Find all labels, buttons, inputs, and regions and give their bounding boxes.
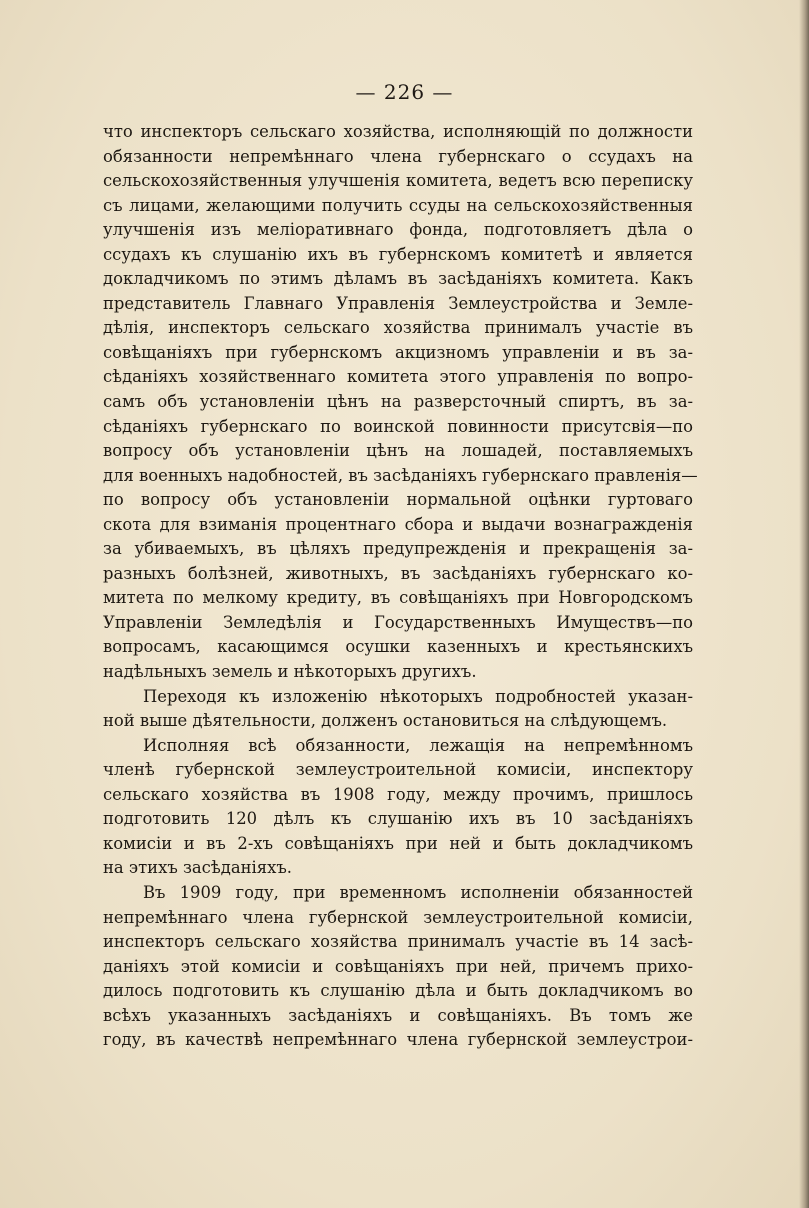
text-line: Переходя къ изложенію нѣкоторыхъ подробностей указан- bbox=[143, 686, 693, 706]
text-line: совѣщаніяхъ при губернскомъ акцизномъ управленіи и въ за- bbox=[103, 342, 693, 362]
text-line: по вопросу объ установленіи нормальной оцѣнки гуртоваго bbox=[103, 490, 693, 510]
paragraph-3 bbox=[103, 734, 693, 881]
text-line: сельскохозяйственныя улучшенія комитета, ведетъ всю переписку bbox=[103, 171, 693, 191]
text-line: обязанности непремѣннаго члена губернскаго о ссудахъ на bbox=[103, 146, 693, 166]
text-line: для военныхъ надобностей, въ засѣданіяхъ губернскаго правленія— bbox=[103, 465, 698, 485]
text-line: вопросамъ, касающимся осушки казенныхъ и крестьянскихъ bbox=[103, 637, 693, 657]
text-line: съ лицами, желающими получить ссуды на сельскохозяйственныя bbox=[103, 195, 693, 215]
text-line: дѣлія, инспекторъ сельскаго хозяйства принималъ участіе въ bbox=[103, 318, 693, 338]
text-line: инспекторъ сельскаго хозяйства принималъ участіе въ 14 засѣ- bbox=[103, 932, 693, 952]
text-line: сельскаго хозяйства въ 1908 году, между прочимъ, пришлось bbox=[103, 784, 693, 804]
text-line: сѣданіяхъ хозяйственнаго комитета этого управленія по вопро- bbox=[103, 367, 693, 387]
text-line: докладчикомъ по этимъ дѣламъ въ засѣданіяхъ комитета. Какъ bbox=[103, 269, 693, 289]
body-text bbox=[103, 120, 698, 1053]
text-line: разныхъ болѣзней, животныхъ, въ засѣданіяхъ губернскаго ко- bbox=[103, 563, 693, 583]
text-line: дилось подготовить къ слушанію дѣла и быть докладчикомъ во bbox=[103, 981, 693, 1001]
text-line: за убиваемыхъ, въ цѣляхъ предупрежденія и прекращенія за- bbox=[103, 539, 693, 559]
paragraph-1 bbox=[103, 120, 698, 685]
text-line: митета по мелкому кредиту, въ совѣщаніяхъ при Новгородскомъ bbox=[103, 588, 693, 608]
text-line: самъ объ установленіи цѣнъ на разверсточный спиртъ, въ за- bbox=[103, 392, 693, 412]
paragraph-4 bbox=[103, 881, 693, 1053]
text-line: году, въ качествѣ непремѣннаго члена губернской землеустрои- bbox=[103, 1030, 693, 1050]
text-line: ссудахъ къ слушанію ихъ въ губернскомъ комитетѣ и является bbox=[103, 244, 693, 264]
paragraph-2 bbox=[103, 685, 693, 734]
text-line: улучшенія изъ меліоративнаго фонда, подготовляетъ дѣла о bbox=[103, 220, 693, 240]
text-line: вопросу объ установленіи цѣнъ на лошадей, поставляемыхъ bbox=[103, 441, 693, 461]
page-edge-shadow bbox=[799, 0, 809, 1208]
text-line: надѣльныхъ земель и нѣкоторыхъ другихъ. bbox=[103, 662, 477, 682]
page-number: — 226 — bbox=[355, 80, 454, 104]
text-line: подготовить 120 дѣлъ къ слушанію ихъ въ 10 засѣданіяхъ bbox=[103, 809, 693, 829]
text-line: непремѣннаго члена губернской землеустроительной комисіи, bbox=[103, 907, 693, 927]
text-line: что инспекторъ сельскаго хозяйства, исполняющій по должности bbox=[103, 122, 693, 141]
text-line: сѣданіяхъ губернскаго по воинской повинности присутсвія—по bbox=[103, 416, 693, 436]
text-line: скота для взиманія процентнаго сбора и выдачи вознагражденія bbox=[103, 514, 693, 534]
text-line: даніяхъ этой комисіи и совѣщаніяхъ при ней, причемъ прихо- bbox=[103, 956, 693, 976]
text-line: на этихъ засѣданіяхъ. bbox=[103, 858, 292, 878]
text-line: Исполняя всѣ обязанности, лежащія на непремѣнномъ bbox=[143, 735, 693, 755]
text-line: Въ 1909 году, при временномъ исполненіи обязанностей bbox=[143, 882, 693, 902]
text-line: Управленіи Земледѣлія и Государственныхъ Имуществъ—по bbox=[103, 612, 693, 632]
text-line: всѣхъ указанныхъ засѣданіяхъ и совѣщаніяхъ. Въ томъ же bbox=[103, 1005, 693, 1025]
text-line: членѣ губернской землеустроительной комисіи, инспектору bbox=[103, 760, 693, 780]
text-line: комисіи и въ 2-хъ совѣщаніяхъ при ней и быть докладчикомъ bbox=[103, 833, 693, 853]
text-line: ной выше дѣятельности, долженъ остановиться на слѣдующемъ. bbox=[103, 711, 668, 731]
text-line: представитель Главнаго Управленія Землеустройства и Земле- bbox=[103, 293, 693, 313]
